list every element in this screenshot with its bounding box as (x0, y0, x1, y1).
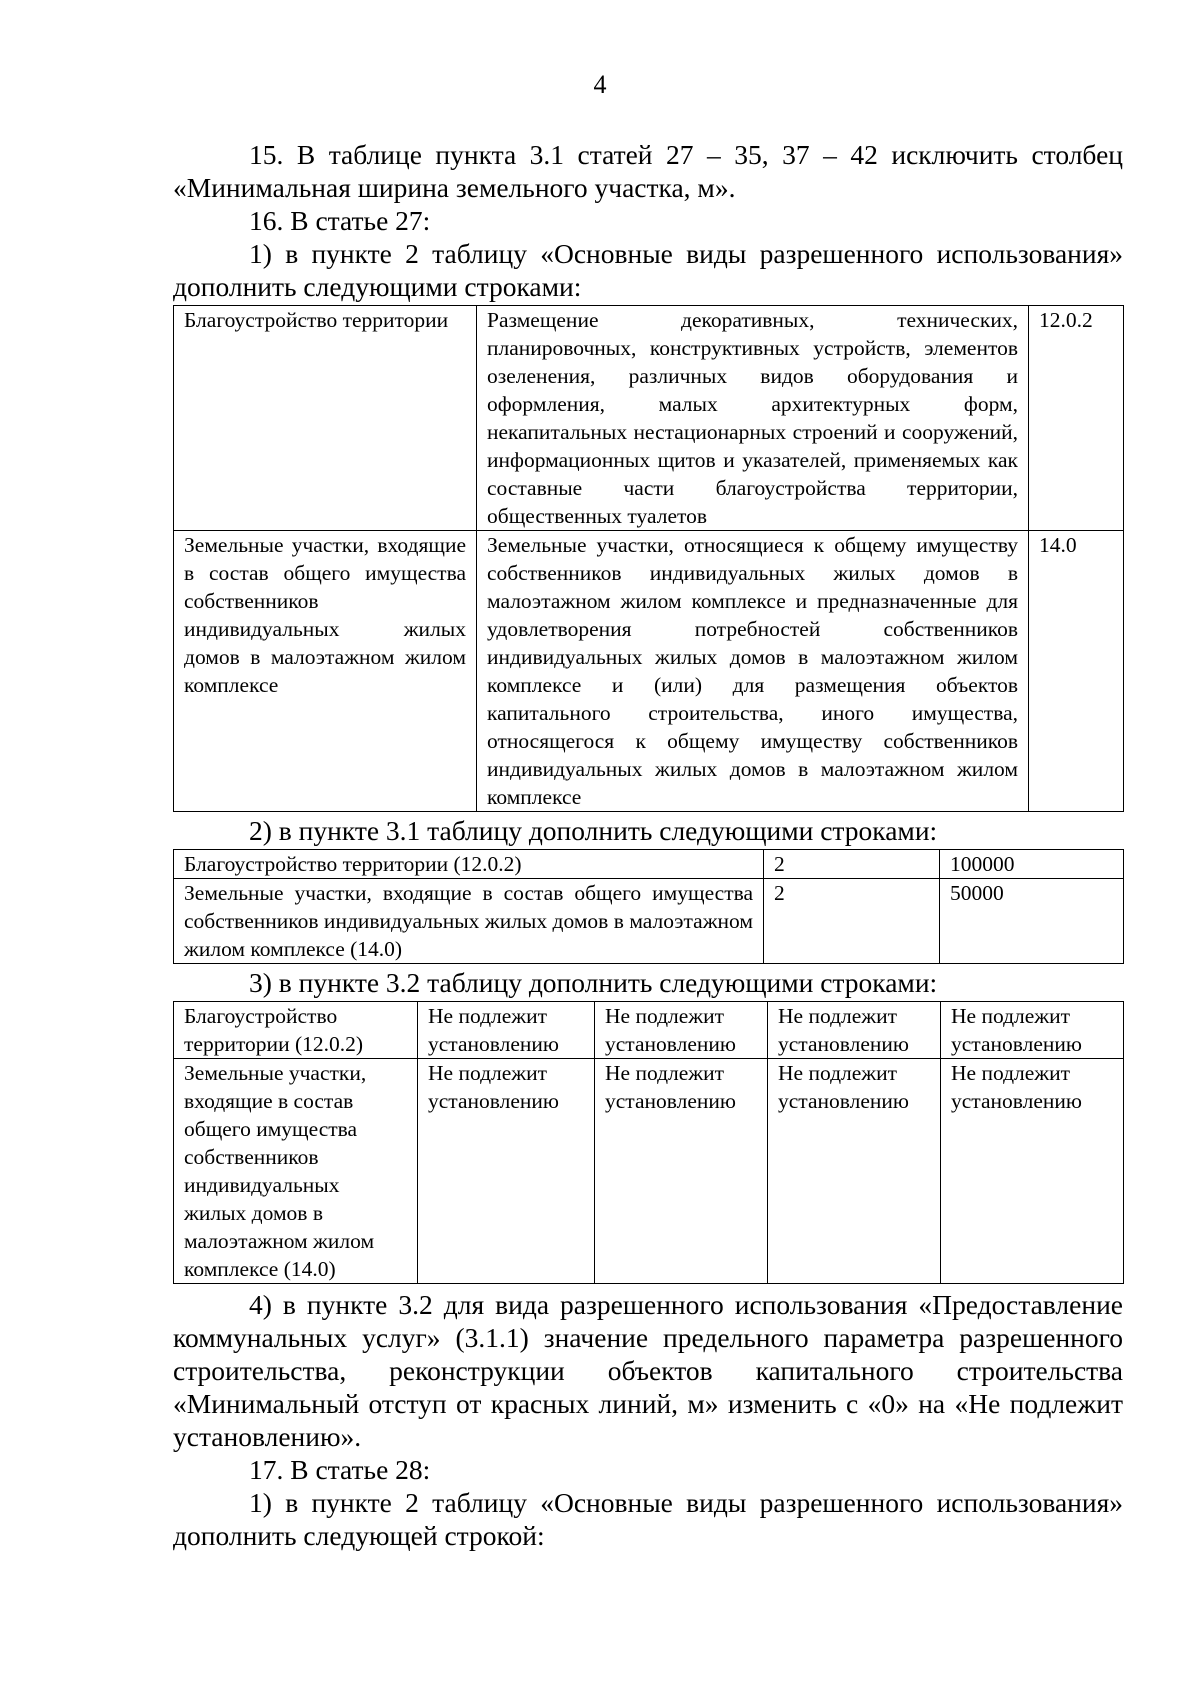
paragraph-16-2: 2) в пункте 3.1 таблицу дополнить следующими строками: (249, 815, 938, 846)
table-cell-min: 2 (764, 879, 940, 964)
paragraph-15: 15. В таблице пункта 3.1 статей 27 – 35, 37 – 42 исключить столбец «Минимальная ширина земельного участка, м». (173, 139, 1123, 203)
table-cell-name: Благоустройство территории (174, 306, 477, 531)
table-cell-name: Земельные участки, входящие в состав общего имущества собственников индивидуальных жилых домов в малоэтажном жилом комплексе (14.0) (174, 1059, 418, 1284)
table-cell-min: 2 (764, 850, 940, 879)
table-cell-value: Не подлежит установлению (418, 1059, 595, 1284)
paragraph-17-1: 1) в пункте 2 таблицу «Основные виды разрешенного использования» дополнить следующей строкой: (173, 1487, 1123, 1551)
document-body (173, 138, 1123, 1552)
paragraph-16-4: 4) в пункте 3.2 для вида разрешенного использования «Предоставление коммунальных услуг» (3.1.1) значение предельного параметра разрешенного строительства, реконструкции объектов капитального строительства «Минимальный отступ от красных линий, м» изменить с «0» на «Не подлежит установлению». (173, 1289, 1123, 1452)
table-main-use-types (173, 305, 1124, 812)
table-cell-name: Благоустройство территории (12.0.2) (174, 850, 764, 879)
page-number: 4 (593, 70, 607, 99)
table-row (174, 1059, 1124, 1284)
paragraph-17: 17. В статье 28: (249, 1454, 431, 1485)
table-cell-name: Благоустройство территории (12.0.2) (174, 1002, 418, 1059)
table-cell-value: Не подлежит установлению (595, 1002, 768, 1059)
table-row (174, 306, 1124, 531)
table-cell-description: Земельные участки, относящиеся к общему имуществу собственников индивидуальных жилых домов в малоэтажном жилом комплексе и предназначенные для удовлетворения потребностей собственников индивидуальных жилых домов в малоэтажном жилом комплексе и (или) для размещения объектов капитального строительства, иного имущества, относящегося к общему имуществу собственников индивидуальных жилых домов в малоэтажном жилом комплексе (477, 531, 1029, 812)
table-cell-code: 12.0.2 (1029, 306, 1124, 531)
table-cell-value: Не подлежит установлению (941, 1002, 1124, 1059)
table-cell-max: 100000 (940, 850, 1124, 879)
table-row (174, 879, 1124, 964)
table-cell-value: Не подлежит установлению (768, 1059, 941, 1284)
table-cell-name: Земельные участки, входящие в состав общего имущества собственников индивидуальных жилых домов в малоэтажном жилом комплексе (174, 531, 477, 812)
table-cell-value: Не подлежит установлению (768, 1002, 941, 1059)
paragraph-16: 16. В статье 27: (249, 205, 431, 236)
table-cell-value: Не подлежит установлению (941, 1059, 1124, 1284)
table-cell-value: Не подлежит установлению (595, 1059, 768, 1284)
table-construction-limits (173, 1001, 1124, 1284)
table-row (174, 1002, 1124, 1059)
paragraph-16-1: 1) в пункте 2 таблицу «Основные виды разрешенного использования» дополнить следующими строками: (173, 238, 1123, 302)
table-plot-sizes (173, 849, 1124, 964)
table-cell-code: 14.0 (1029, 531, 1124, 812)
table-cell-name: Земельные участки, входящие в состав общего имущества собственников индивидуальных жилых домов в малоэтажном жилом комплексе (14.0) (174, 879, 764, 964)
table-cell-value: Не подлежит установлению (418, 1002, 595, 1059)
table-cell-description: Размещение декоративных, технических, планировочных, конструктивных устройств, элементов озеленения, различных видов оборудования и оформления, малых архитектурных форм, некапитальных нестационарных строений и сооружений, информационных щитов и указателей, применяемых как составные части благоустройства территории, общественных туалетов (477, 306, 1029, 531)
table-row (174, 531, 1124, 812)
paragraph-16-3: 3) в пункте 3.2 таблицу дополнить следующими строками: (249, 967, 938, 998)
table-row (174, 850, 1124, 879)
table-cell-max: 50000 (940, 879, 1124, 964)
